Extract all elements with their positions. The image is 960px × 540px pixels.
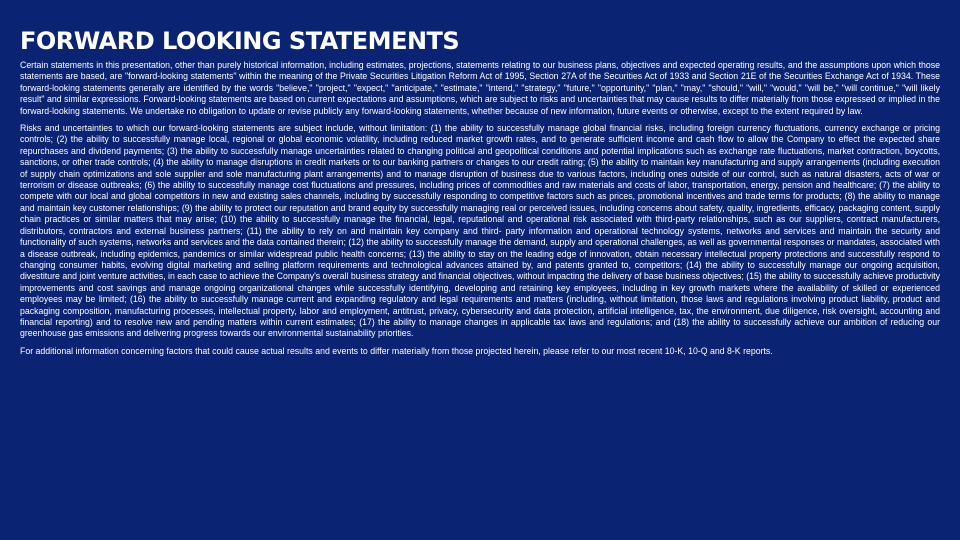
forward-looking-definition-paragraph: Certain statements in this presentation, other than purely historical information, including estimates, projections, statements relating to our business plans, objectives and expected operating results, and the assumptions upon which those statements are based, are "forward-looking statements" within the meaning of the Private Securities Litigation Reform Act of 1995, Section 27A of the Securities Act of 1933 and Section 21E of the Securities Exchange Act of 1934. These forward-looking statements generally are identified by the words "believe," "project," "expect," "anticipate," "estimate," "intend," "strategy," "future," "opportunity," "plan," "may," "should," "will," "would," "will be," "will continue," "will likely result" and similar expressions. Forward-looking statements are based on current expectations and assumptions, which are subject to risks and uncertainties that may cause results to differ materially from those expressed or implied in the forward-looking statements. We undertake no obligation to update or revise publicly any forward-looking statements, whether because of new information, future events or otherwise, except to the extent required by law. — [20, 60, 940, 116]
risks-uncertainties-paragraph: Risks and uncertainties to which our forward-looking statements are subject include, without limitation: (1) the ability to successfully manage global financial risks, including foreign currency fluctuations, currency exchange or pricing controls; (2) the ability to successfully manage local, regional or global economic volatility, including reduced market growth rates, and to generate sufficient income and cash flow to allow the Company to effect the expected share repurchases and dividend payments; (3) the ability to successfully manage uncertainties related to changing political and geopolitical conditions and potential implications such as exchange rate fluctuations, market contraction, boycotts, sanctions, or other trade controls; (4) the ability to manage disruptions in credit markets or to our banking partners or changes to our credit rating; (5) the ability to maintain key manufacturing and supply arrangements (including execution of supply chain optimizations and sole supplier and sole manufacturing plant arrangements) and to manage disruption of business due to various factors, including ones outside of our control, such as natural disasters, acts of war or terrorism or disease outbreaks; (6) the ability to successfully manage cost fluctuations and pressures, including prices of commodities and raw materials and costs of labor, transportation, energy, pension and healthcare; (7) the ability to compete with our local and global competitors in new and existing sales channels, including by successfully responding to competitive factors such as prices, promotional incentives and trade terms for products; (8) the ability to manage and maintain key customer relationships; (9) the ability to protect our reputation and brand equity by successfully managing real or perceived issues, including concerns about safety, quality, ingredients, efficacy, packaging content, supply chain practices or similar matters that may arise; (10) the ability to successfully manage the financial, legal, reputational and operational risk associated with third-party relationships, such as our suppliers, contract manufacturers, distributors, contractors and external business partners; (11) the ability to rely on and maintain key company and third- party information and operational technology systems, networks and services and maintain the security and functionality of such systems, networks and services and the data contained therein; (12) the ability to successfully manage the demand, supply and operational challenges, as well as governmental responses or mandates, associated with a disease outbreak, including epidemics, pandemics or similar widespread public health concerns; (13) the ability to stay on the leading edge of innovation, obtain necessary intellectual property protections and successfully respond to changing consumer habits, evolving digital marketing and selling platform requirements and technological advances attained by, and patents granted to, competitors; (14) the ability to successfully manage our ongoing acquisition, divestiture and joint venture activities, in each case to achieve the Company's overall business strategy and financial objectives, without impacting the delivery of base business objectives; (15) the ability to successfully achieve productivity improvements and cost savings and manage ongoing organizational changes while successfully identifying, developing and retaining key employees, including in key growth markets where the availability of skilled or experienced employees may be limited; (16) the ability to successfully manage current and expanding regulatory and legal requirements and matters (including, without limitation, those laws and regulations involving product liability, product and packaging composition, manufacturing processes, intellectual property, labor and employment, antitrust, privacy, cybersecurity and data protection, artificial intelligence, tax, the environment, due diligence, risk oversight, accounting and financial reporting) and to resolve new and pending matters within current estimates; (17) the ability to manage changes in applicable tax laws and regulations; and (18) the ability to successfully achieve our ambition of reducing our greenhouse gas emissions and delivering progress towards our environmental sustainability priorities. — [20, 123, 940, 339]
additional-information-paragraph: For additional information concerning factors that could cause actual results and events to differ materially from those projected herein, please refer to our most recent 10-K, 10-Q and 8-K reports. — [20, 345, 773, 356]
slide-title: FORWARD LOOKING STATEMENTS — [20, 27, 460, 55]
